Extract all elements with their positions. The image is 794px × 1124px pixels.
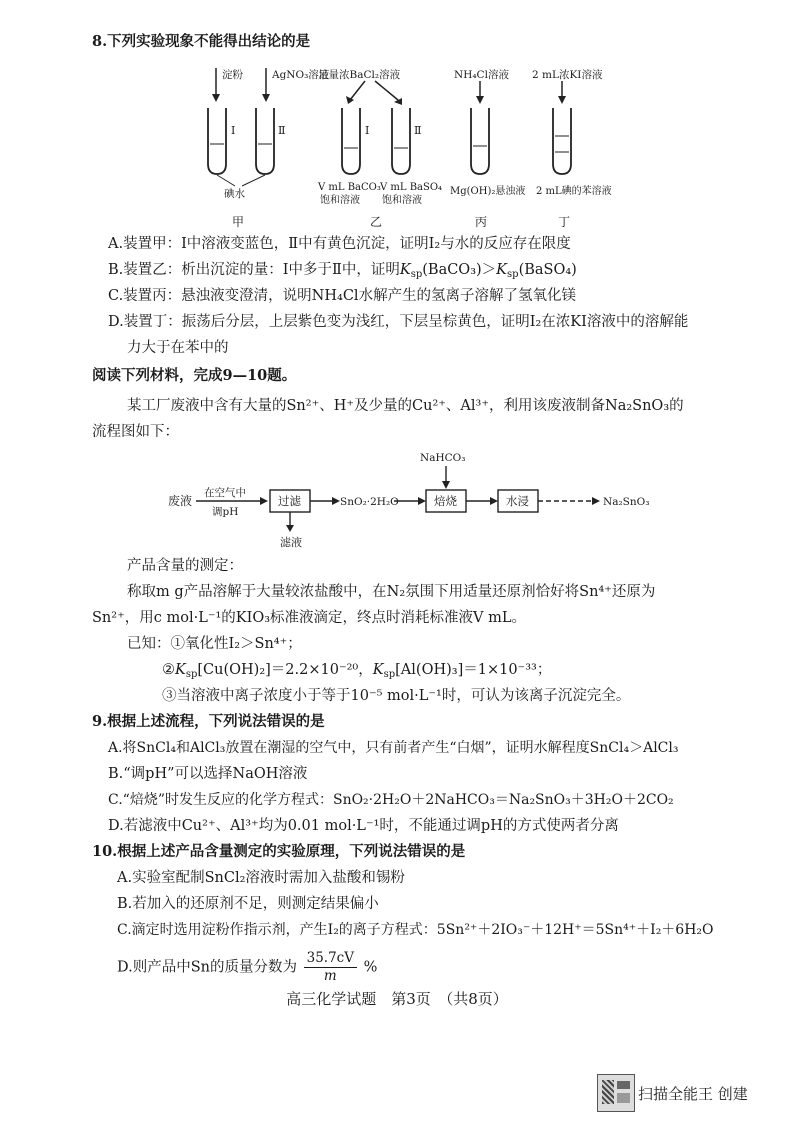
jia-top-right-label: AgNO₃溶液 [272,69,330,81]
flow-reagent-label: NaHCO₃ [420,452,466,464]
page-footer: 高三化学试题 第3页 （共8页） [286,990,508,1008]
jia-tube-2 [256,108,274,174]
reading-paragraph-line1: 某工厂废液中含有大量的Sn²⁺、H⁺及少量的Cu²⁺、Al³⁺，利用该废液制备Na₂SnO₃的 [127,398,684,414]
jia-tube-1 [208,108,226,174]
apparatus-yi [317,68,442,229]
yi-tube2-label: Ⅱ [414,124,422,137]
fraction-numerator: 35.7cV [304,950,357,968]
ksp-symbol: K [372,662,384,678]
ding-tube [553,108,571,174]
yi-bottom2-line2: 饱和溶液 [382,195,422,206]
ksp-subscript: sp [410,269,423,280]
reading-heading: 阅读下列材料，完成9—10题。 [92,367,297,384]
q8-option-d-line2: 力大于在苯中的 [127,340,229,356]
ksp-subscript: sp [185,669,198,680]
apparatus-ding [532,68,612,229]
q10-option-a: A.实验室配制SnCl₂溶液时需加入盐酸和锡粉 [117,870,405,886]
flow-filtrate-label: 滤液 [280,536,302,549]
flow-filter-label: 过滤 [278,494,301,508]
flow-step1-top: 在空气中 [204,487,246,499]
ksp-symbol: K [399,262,411,278]
known2-al: [Al(OH)₃]＝1×10⁻³³； [395,662,552,678]
flow-step1-bottom: 调pH [212,506,239,518]
fraction-denominator: m [323,968,337,984]
yi-bottom2-line1: V mL BaSO₄ [380,182,443,193]
apparatus-bing [450,68,525,229]
q8-apparatus-diagram [180,64,630,232]
apparatus-jia [208,68,330,229]
jia-tube1-label: Ⅰ [231,124,236,137]
yi-tube-2 [392,108,410,174]
ding-bottom-label: 2 mL碘的苯溶液 [536,186,612,197]
assay-line1: 称取m g产品溶解于大量较浓盐酸中，在N₂氛围下用适量还原剂恰好将Sn⁴⁺还原为 [127,584,656,600]
process-flow-diagram [160,448,660,552]
scanner-watermark: 扫描全能王 创建 [638,1085,748,1103]
known2-cu: [Cu(OH)₂]＝2.2×10⁻²⁰， [197,662,373,678]
ksp-subscript: sp [383,669,396,680]
q10-option-c: C.滴定时选用淀粉作指示剂，产生I₂的离子方程式：5Sn²⁺＋2IO₃⁻＋12H⁺＝5Sn⁴⁺＋I₂＋6H₂O [117,922,714,938]
jia-bottom-label: 碘水 [224,188,245,200]
q8-option-a: A.装置甲：Ⅰ中溶液变蓝色，Ⅱ中有黄色沉淀，证明I₂与水的反应存在限度 [108,236,571,252]
yi-caption: 乙 [370,215,383,229]
q8-option-b-ksp2: (BaSO₄) [518,262,577,278]
known-line1: 已知：①氧化性I₂＞Sn⁴⁺； [127,636,302,652]
yi-tube-1 [342,108,360,174]
q10-option-b: B.若加入的还原剂不足，则测定结果偏小 [117,896,379,912]
ksp-subscript: sp [507,269,519,280]
q10-stem: 10.根据上述产品含量测定的实验原理，下列说法错误的是 [92,843,466,860]
flow-leach-label: 水浸 [506,494,529,508]
yi-top-label: 足量浓BaCl₂溶液 [318,69,401,81]
ksp-symbol: K [496,262,508,278]
bing-tube [471,108,489,174]
q8-option-c: C.装置丙：悬浊液变澄清，说明NH₄Cl水解产生的氢离子溶解了氢氧化镁 [108,288,577,304]
q8-option-b [108,260,577,285]
assay-line2: Sn²⁺，用c mol·L⁻¹的KIO₃标准液滴定，终点时消耗标准液V mL。 [92,610,527,626]
flow-roast-label: 焙烧 [434,494,457,508]
q8-option-b-ksp1: (BaCO₃)＞ [422,262,497,278]
scanner-logo-icon [597,1074,635,1112]
bing-bottom-label: Mg(OH)₂悬浊液 [450,186,526,197]
ksp-symbol: K [175,662,186,678]
flow-intermediate-label: SnO₂·2H₂O [340,496,399,508]
ding-top-label: 2 mL浓KI溶液 [532,69,603,81]
known-line2 [162,660,551,685]
q9-stem: 9.根据上述流程，下列说法错误的是 [92,713,325,730]
q9-option-d: D.若滤液中Cu²⁺、Al³⁺均为0.01 mol·L⁻¹时，不能通过调pH的方式使两者分离 [108,818,619,834]
q9-option-b: B.“调pH”可以选择NaOH溶液 [108,766,308,782]
q10-option-d-text: D.则产品中Sn的质量分数为 [117,959,297,976]
q9-option-c: C.“焙烧”时发生反应的化学方程式：SnO₂·2H₂O＋2NaHCO₃＝Na₂SnO₃＋3H₂O＋2CO₂ [108,792,674,808]
q8-option-d-line1: D.装置丁：振荡后分层，上层紫色变为浅红，下层呈棕黄色，证明I₂在浓KI溶液中的溶解能 [108,314,689,330]
ding-caption: 丁 [558,215,571,229]
known-line3: ③当溶液中离子浓度小于等于10⁻⁵ mol·L⁻¹时，可认为该离子沉淀完全。 [162,688,631,704]
q9-option-a: A.将SnCl₄和AlCl₃放置在潮湿的空气中，只有前者产生“白烟”，证明水解程度SnCl₄＞AlCl₃ [108,740,679,756]
percent-sign: % [363,959,378,976]
bing-caption: 丙 [475,215,488,229]
known2-prefix: ② [162,662,175,678]
yi-tube1-label: Ⅰ [365,124,370,137]
assay-title: 产品含量的测定： [127,558,243,574]
q8-option-b-text: B.装置乙：析出沉淀的量：Ⅰ中多于Ⅱ中，证明 [108,262,400,278]
flow-waste-label: 废液 [168,494,193,508]
bing-top-label: NH₄Cl溶液 [454,69,509,81]
jia-tube2-label: Ⅱ [278,124,286,137]
q10-option-d [117,950,377,985]
yi-bottom1-line2: 饱和溶液 [320,195,360,206]
mass-fraction-formula [304,950,357,985]
flow-product-label: Na₂SnO₃ [603,496,650,508]
jia-caption: 甲 [232,215,245,229]
reading-paragraph-line2: 流程图如下： [92,424,179,440]
jia-top-left-label: 淀粉 [222,69,243,81]
q8-stem: 8.下列实验现象不能得出结论的是 [92,33,311,50]
yi-bottom1-line1: V mL BaCO₃ [318,182,381,193]
